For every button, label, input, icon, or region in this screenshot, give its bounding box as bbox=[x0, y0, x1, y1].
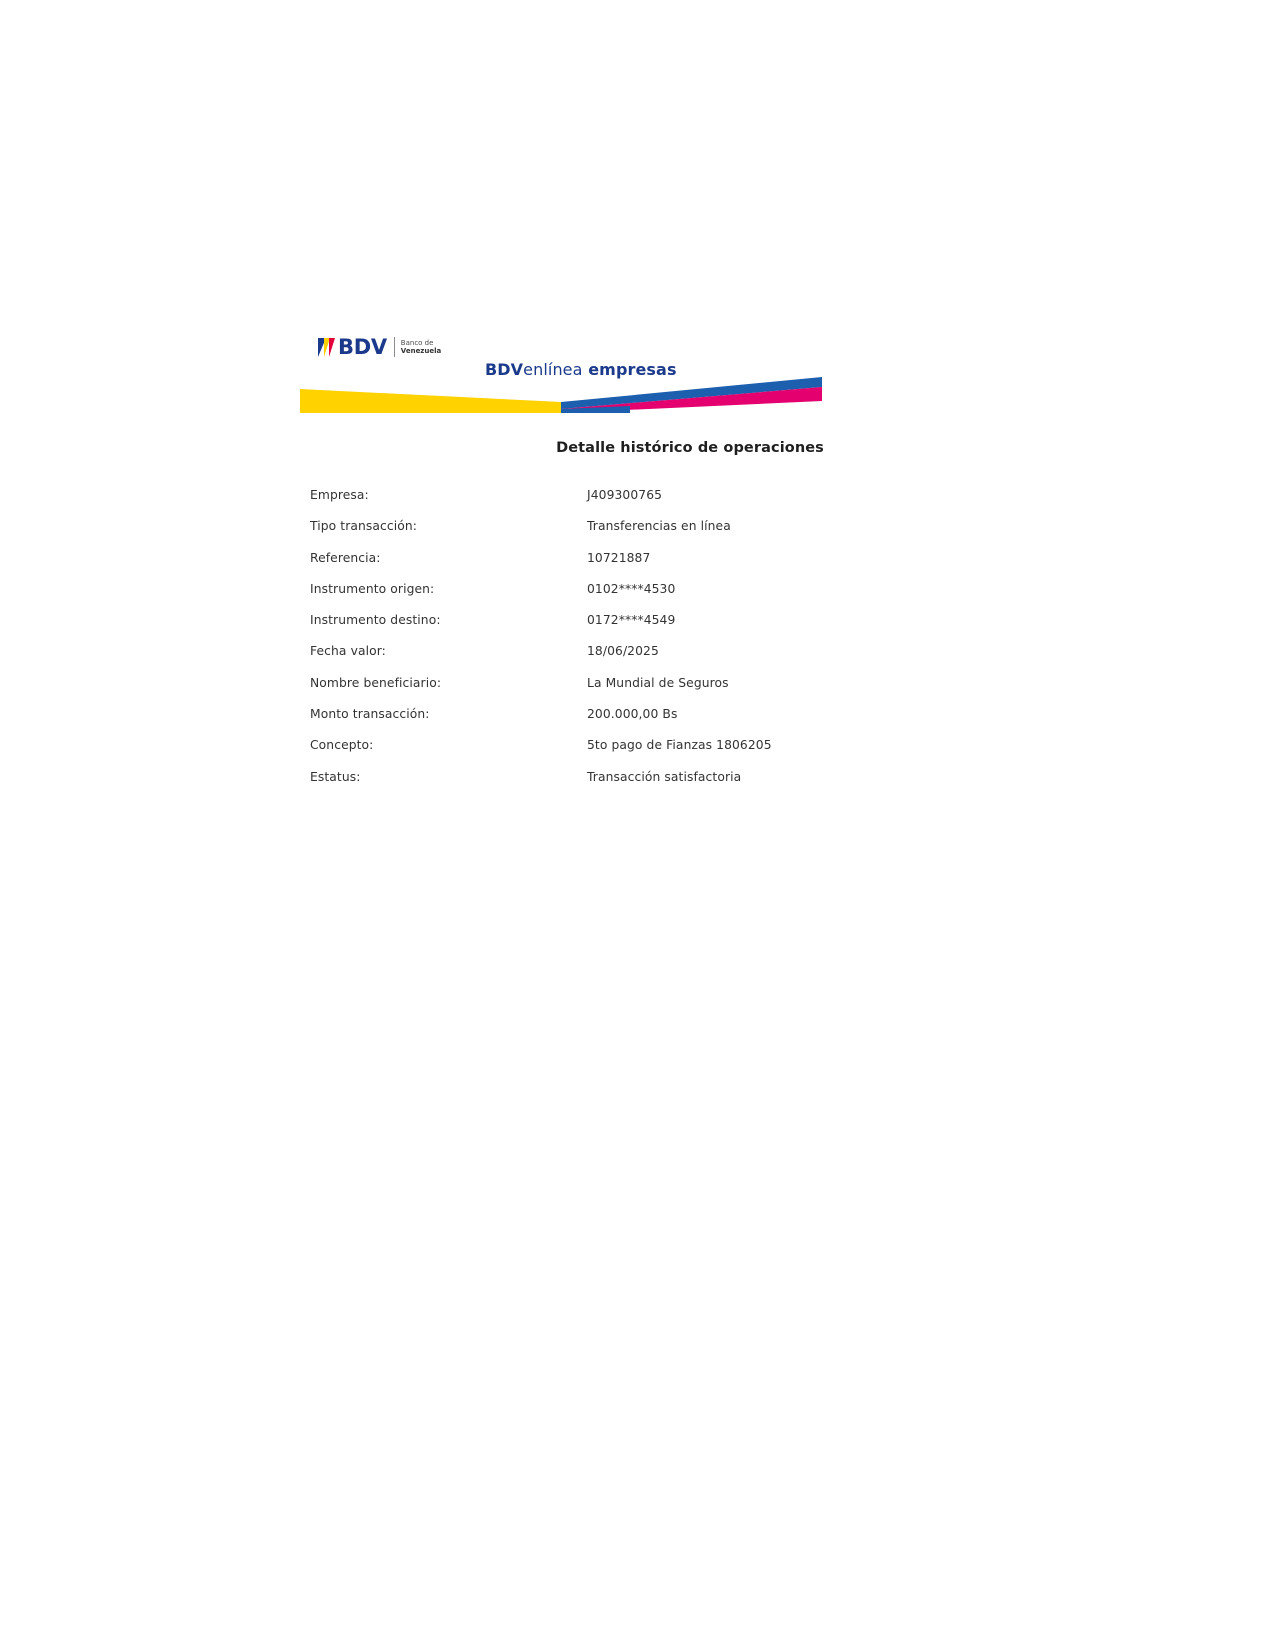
detail-row-estatus bbox=[310, 770, 1010, 801]
detail-label: Tipo transacción: bbox=[310, 519, 418, 534]
product-wordmark-middle: enlínea bbox=[523, 360, 583, 379]
detail-label: Estatus: bbox=[310, 769, 361, 784]
detail-row-empresa bbox=[310, 488, 1010, 519]
detail-row-fecha-valor bbox=[310, 644, 1010, 675]
detail-value: J409300765 bbox=[587, 488, 663, 502]
detail-row-concepto bbox=[310, 738, 1010, 769]
detail-value: 18/06/2025 bbox=[587, 644, 659, 659]
detail-value: Transferencias en línea bbox=[587, 519, 731, 534]
detail-value: La Mundial de Seguros bbox=[587, 675, 729, 690]
status-badge: Transacción satisfactoria bbox=[587, 769, 742, 784]
detail-label: Nombre beneficiario: bbox=[310, 675, 442, 690]
brand-ribbon-graphic bbox=[300, 373, 822, 413]
detail-label: Empresa: bbox=[310, 488, 369, 502]
bdv-flag-icon bbox=[318, 338, 335, 357]
product-wordmark-suffix: empresas bbox=[588, 360, 677, 379]
detail-value: 200.000,00 Bs bbox=[587, 707, 678, 722]
detail-label: Instrumento destino: bbox=[310, 613, 441, 628]
detail-row-referencia bbox=[310, 551, 1010, 582]
detail-value: 10721887 bbox=[587, 550, 651, 565]
detail-label: Monto transacción: bbox=[310, 707, 430, 722]
detail-row-instrumento-destino bbox=[310, 613, 1010, 644]
product-wordmark-prefix: BDV bbox=[485, 360, 524, 379]
detail-row-tipo-transaccion bbox=[310, 519, 1010, 550]
bdv-logo-subtitle bbox=[401, 339, 441, 355]
bdv-logo-wordmark: BDV bbox=[338, 334, 387, 359]
detail-label: Referencia: bbox=[310, 550, 381, 565]
transaction-details bbox=[310, 488, 1010, 801]
detail-value: 0172****4549 bbox=[587, 613, 676, 628]
detail-label: Fecha valor: bbox=[310, 644, 386, 659]
detail-label: Instrumento origen: bbox=[310, 581, 435, 596]
detail-label: Concepto: bbox=[310, 738, 374, 753]
page-title: Detalle histórico de operaciones bbox=[556, 440, 824, 456]
logo-divider bbox=[394, 337, 395, 357]
detail-value: 0102****4530 bbox=[587, 581, 676, 596]
bdv-logo-subtitle-line1: Banco de bbox=[400, 339, 434, 347]
bdv-logo bbox=[318, 334, 441, 360]
detail-row-nombre-beneficiario bbox=[310, 676, 1010, 707]
detail-row-monto-transaccion bbox=[310, 707, 1010, 738]
detail-value: 5to pago de Fianzas 1806205 bbox=[587, 738, 772, 753]
detail-row-instrumento-origen bbox=[310, 582, 1010, 613]
bdv-logo-subtitle-line2: Venezuela bbox=[400, 347, 442, 355]
